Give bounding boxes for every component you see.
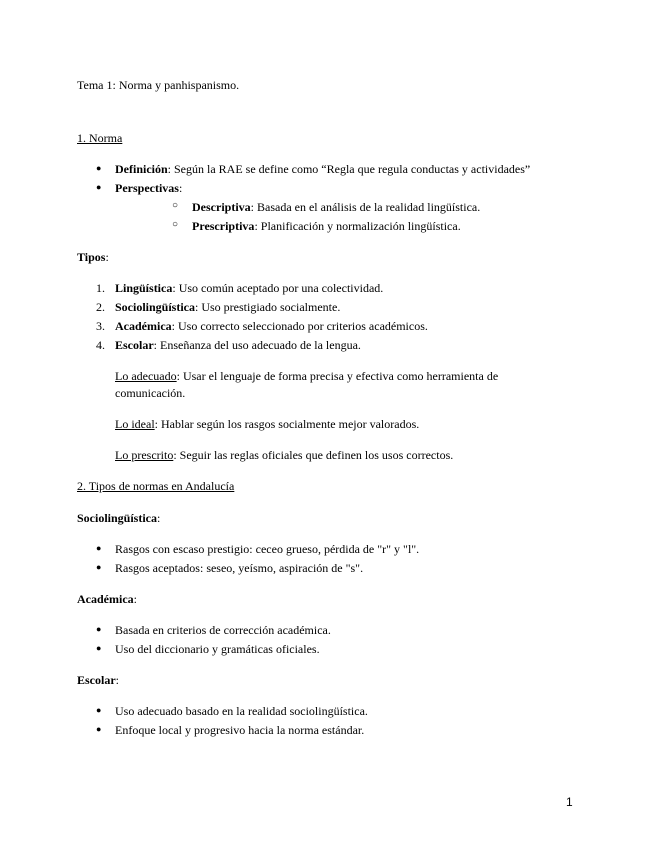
list-item: ● Basada en criterios de corrección académica. xyxy=(77,622,577,639)
note-label: Lo ideal xyxy=(115,417,155,432)
item-text: : Basada en el análisis de la realidad lingüística. xyxy=(250,200,481,215)
list-item: ● Rasgos aceptados: seseo, yeísmo, aspiración de "s". xyxy=(77,560,577,577)
group-label-escolar xyxy=(77,672,577,689)
item-label: Académica xyxy=(115,319,172,334)
item-text: : Planificación y normalización lingüística. xyxy=(254,219,461,234)
item-text: : Uso común aceptado por una colectividad. xyxy=(172,281,384,296)
note-lo-prescrito xyxy=(115,447,555,464)
group-label-suffix: : xyxy=(133,591,137,606)
item-label: Descriptiva xyxy=(192,200,251,215)
perspectivas-sub-list xyxy=(115,199,577,235)
note-text: : Hablar según los rasgos socialmente mejor valorados. xyxy=(154,417,420,432)
numbered-item-escolar xyxy=(77,337,577,354)
item-label: Sociolingüística xyxy=(115,300,196,315)
item-label: Lingüística xyxy=(115,281,173,296)
group-label-sociolinguistica xyxy=(77,510,577,527)
numbered-item-sociolinguistica xyxy=(77,299,577,316)
norma-bullet-list xyxy=(77,161,577,235)
sub-list-item-prescriptiva xyxy=(115,218,577,235)
group-label-suffix: : xyxy=(157,510,161,525)
group-label-suffix: : xyxy=(115,672,120,687)
escolar-bullet-list xyxy=(77,703,577,739)
item-label: Perspectivas xyxy=(115,181,179,196)
note-label: Lo adecuado xyxy=(115,369,177,384)
item-label: Prescriptiva xyxy=(192,219,255,234)
document-body xyxy=(77,77,577,753)
item-suffix: : xyxy=(178,181,183,196)
group-label-text: Sociolingüística xyxy=(77,510,158,525)
sociolinguistica-bullet-list xyxy=(77,541,577,577)
group-label-academica xyxy=(77,591,577,608)
list-item: ● Uso adecuado basado en la realidad sociolingüística. xyxy=(77,703,577,720)
group-label-text: Escolar xyxy=(77,672,116,687)
item-number: 1. xyxy=(96,281,105,296)
note-lo-adecuado xyxy=(115,368,555,402)
list-item-definicion xyxy=(77,161,577,178)
note-text: : Seguir las reglas oficiales que definen los usos correctos. xyxy=(173,448,454,463)
item-text: : Uso prestigiado socialmente. xyxy=(195,300,341,315)
numbered-item-linguistica xyxy=(77,280,577,297)
tipos-numbered-list xyxy=(77,280,577,354)
tipos-label-text: Tipos xyxy=(77,250,106,265)
tipos-label xyxy=(77,249,577,266)
section-heading-norma: 1. Norma xyxy=(77,131,123,146)
note-text: : Usar el lenguaje de forma precisa y efectiva como herramienta de comunicación. xyxy=(115,369,499,401)
document-title: Tema 1: Norma y panhispanismo. xyxy=(77,78,240,92)
item-label: Definición xyxy=(115,162,168,177)
academica-bullet-list xyxy=(77,622,577,658)
list-item: ● Rasgos con escaso prestigio: ceceo grueso, pérdida de "r" y "l". xyxy=(77,541,577,558)
list-item: ● Enfoque local y progresivo hacia la norma estándar. xyxy=(77,722,577,739)
page-number: 1 xyxy=(566,795,573,809)
item-number: 4. xyxy=(96,338,105,353)
group-label-text: Académica xyxy=(77,591,134,606)
item-label: Escolar xyxy=(115,338,154,353)
list-item: ● Uso del diccionario y gramáticas oficiales. xyxy=(77,641,577,658)
item-number: 3. xyxy=(96,319,105,334)
section-heading-andalucia: 2. Tipos de normas en Andalucía xyxy=(77,479,235,494)
tipos-label-suffix: : xyxy=(105,250,109,265)
note-label: Lo prescrito xyxy=(115,448,174,463)
item-text: : Enseñanza del uso adecuado de la lengua. xyxy=(153,338,361,353)
sub-list-item-descriptiva xyxy=(115,199,577,216)
item-text: : Según la RAE se define como “Regla que regula conductas y actividades” xyxy=(167,162,531,177)
list-item-perspectivas xyxy=(77,180,577,235)
numbered-item-academica xyxy=(77,318,577,335)
item-text: : Uso correcto seleccionado por criterios académicos. xyxy=(171,319,428,334)
item-number: 2. xyxy=(96,300,105,315)
note-lo-ideal xyxy=(115,416,555,433)
